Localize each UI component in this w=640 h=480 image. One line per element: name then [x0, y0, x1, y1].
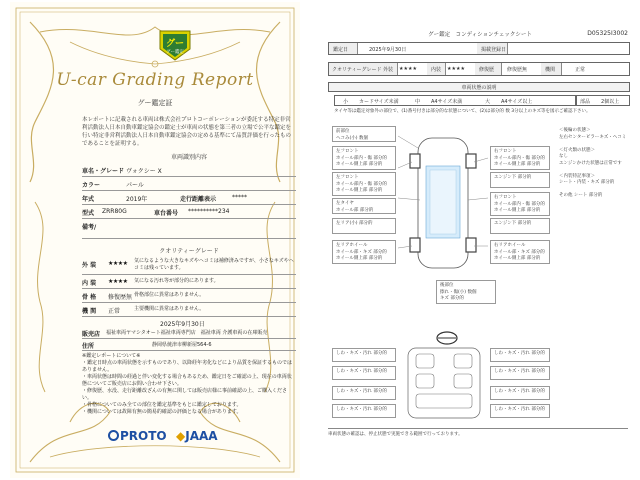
date-table: [328, 42, 630, 55]
int-back-left: しわ・キズ・汚れ 部分的: [332, 404, 396, 418]
area-notes-right: ＜後輪の状態＞ 左右センタービラーキズ・ヘコミ ＜灯火類の状態＞ なし エンジンかけた状態は正常です ＜内装特記事項＞ シート・内装・キズ 部分的 その他 シート 部分的: [556, 126, 630, 234]
mileage-label: 走行距離表示: [180, 196, 217, 203]
frame-row: [82, 288, 296, 303]
size-mid: 中: [415, 99, 421, 105]
area-right-fender: 右フロント ホイール部内・傷 部分的 ホイール側上部 部分的: [490, 146, 550, 170]
jaaa-logo-icon: ◆: [176, 429, 186, 443]
inspect-date-value: 2025年9月30日: [369, 47, 407, 53]
address-row: [82, 338, 296, 351]
vin-value: **********234: [188, 208, 230, 215]
quality-label: クオリティーグレード: [332, 67, 382, 73]
sheet-title: グー鑑定 コンディションチェックシート: [428, 32, 532, 38]
area-left-front-door: 左フロント ホイール部内・傷 部分的 ホイール側上部 部分的: [332, 172, 396, 196]
ext-stars: ★★★★: [399, 66, 417, 72]
certificate-date: 2025年9月30日: [160, 321, 205, 328]
int-label: 内装: [431, 67, 442, 73]
exhibit-date-label: 掲載登録日: [481, 47, 507, 53]
type-row: [82, 204, 296, 219]
area-right-front-door: 右フロント ホイール部内・傷 部分的 ホイール側上部 部分的: [490, 192, 550, 216]
size-small: 小: [343, 99, 349, 105]
area-right-rear: エンジン下 部分的: [490, 218, 550, 234]
model-label: 車名・グレード: [82, 168, 125, 175]
type-value: ZRR80G: [102, 208, 127, 215]
interior-seat-diagram: [400, 346, 488, 420]
size-mid-desc: A4サイズ未満: [431, 99, 463, 105]
document-number: D05325I3002: [587, 30, 628, 37]
interior-stars: ★★★★: [108, 278, 128, 285]
quality-section-heading: クオリティーグレード: [159, 248, 219, 255]
ext-label: 外装: [383, 67, 394, 73]
color-label: カラー: [82, 182, 101, 189]
year-label: 年式: [82, 196, 95, 203]
proto-logo-icon: [108, 430, 119, 441]
quality-table: [328, 62, 630, 76]
size-legend: [334, 95, 576, 106]
car-top-view-diagram: [398, 128, 488, 278]
int-mid-right: しわ・キズ・汚れ 部分的: [490, 366, 550, 380]
size-large: 大: [485, 99, 491, 105]
int-stars: ★★★★: [447, 66, 465, 72]
area-left-fender: 左フロント ホイール部内・傷 部分的 ホイール側上部 部分的: [332, 146, 396, 170]
size-large-desc: A4サイズ以上: [501, 99, 533, 105]
mileage-value: *****: [232, 194, 247, 201]
vin-label: 車台番号: [154, 210, 179, 217]
area-front-left: 前部位 ヘコみ(小) 数個: [332, 126, 396, 142]
area-right-rear-wheel: 右リアホイール ホイール部・キズ 部分的 ホイール側上部 部分的: [490, 240, 550, 264]
svg-text:グー鑑定: グー鑑定: [166, 50, 184, 55]
int-rear-left: しわ・キズ・汚れ 部分的: [332, 386, 396, 400]
parts-legend: 部品 2個以上: [576, 95, 630, 106]
certificate-intro-text: 本レポートに記載される車両は株式会社プロトコーポレーションが委託する特定非営利活動法人日本自動車鑑定協会の鑑定士が車両の状態を第三者の立場で公平な鑑定を行い特定非営利活動法人日本自動車鑑定協会の定める基準にて品質評価を行ったものであることを証明する。: [82, 117, 292, 147]
int-rear-right: しわ・キズ・汚れ 部分的: [490, 386, 550, 400]
address-label: 住所: [82, 343, 95, 350]
steering-wheel-icon: [435, 330, 459, 346]
int-back-right: しわ・キズ・汚れ 部分的: [490, 404, 550, 418]
notice-item: ・鑑定日時点の車両状態を示すものであり、以降経年劣化などにより品質を保証するものではありません。: [82, 360, 293, 373]
notice-title: ※鑑定レポートについて※: [82, 353, 141, 359]
interior-label: 内 装: [82, 280, 97, 287]
jaaa-logo: ◆JAAA: [176, 429, 218, 443]
certificate-subtitle: グー鑑定証: [137, 99, 173, 107]
engine-value: 正常: [108, 308, 121, 315]
engine-label: 機関: [545, 67, 556, 73]
exterior-row: [82, 256, 296, 275]
area-rear: 後部位 擦れ・傷(小) 数個 キズ 部分的: [436, 280, 496, 304]
notice-item: ・車両状態は時間の経過と伴い変化する場合もあるため、鑑定日をご確認の上、現在の車両状態についてご販売店にお問い合わせ下さい。: [82, 374, 292, 387]
interior-note: 気になる汚れ等が部分的にあります。: [134, 278, 219, 284]
condition-check-sheet: [320, 30, 640, 480]
int-mid-left: しわ・キズ・汚れ 部分的: [332, 366, 396, 380]
notice-item: ・修復歴、水没、走行距離改ざんの有無に関しては販売店様に事前確認の上、ご購入ください。: [82, 388, 288, 401]
exterior-label: 外 装: [82, 262, 97, 269]
notice-block: [82, 353, 292, 416]
frame-note: 骨格部位に異常はありません。: [134, 292, 205, 298]
repair-value: 修復歴無: [507, 67, 528, 73]
notice-item: ・骨格についてのみ全ての部位を鑑定基準をもとに鑑定しております。: [82, 402, 242, 408]
proto-logo: PROTO: [108, 429, 167, 443]
size-small-desc: カードサイズ未満: [359, 99, 399, 105]
repair-label: 修復歴: [479, 67, 495, 73]
color-row: [82, 176, 296, 191]
area-right-front: エンジン下 部分的: [490, 172, 550, 188]
dealer-name: 福祉車両ヤマシタオート福祉車両専門店 福祉車両 介護車両の在庫販売: [106, 330, 268, 336]
vehicle-section-heading: 車両識別内容: [170, 154, 207, 161]
frame-value: 修復歴無: [108, 294, 133, 301]
dealer-label: 販売店: [82, 331, 101, 338]
model-row: [82, 162, 296, 177]
exterior-stars: ★★★★: [108, 260, 128, 267]
state-header: 車両状態の説明: [328, 82, 630, 92]
goo-kantei-badge-icon: [158, 29, 192, 61]
notice-item: ・機関については故障有無の簡易的確認の評価となる場合があります。: [82, 409, 242, 415]
type-label: 型式: [82, 210, 95, 217]
int-front-left: しわ・キズ・汚れ 部分的: [332, 348, 396, 362]
engine-row: [82, 302, 296, 317]
sheet-footer: 車両状態の確認は、停止状態で実施できる範囲で行っております。: [328, 428, 628, 437]
frame-label: 骨 格: [82, 294, 97, 301]
interior-row: [82, 274, 296, 289]
engine-note: 主要機関に異常はありません。: [134, 306, 205, 312]
svg-text:グー: グー: [165, 39, 185, 49]
remarks-label: 備考/: [82, 224, 97, 231]
year-row: [82, 190, 296, 205]
engine-value: 正常: [575, 67, 586, 73]
exterior-note: 気になるような大きなキズやヘコミは補修済みですが、小さなキズやヘコミは残っています。: [134, 258, 294, 271]
legend-note: タイヤ等は鑑定対象外の部位で、(1)番号付きは部分的な状態について、(2)は部分的 数 3分以上のキズ等を図示ご確認下さい。: [334, 109, 591, 114]
int-front-right: しわ・キズ・汚れ 部分的: [490, 348, 550, 362]
inspect-date-label: 鑑定日: [333, 47, 349, 53]
engine-label: 機 関: [82, 308, 97, 315]
certificate-title: U-car Grading Report: [56, 70, 254, 90]
area-left-rear-wheel: 左リアホイール ホイール部・キズ 部分的 ホイール側上部 部分的: [332, 240, 396, 264]
remarks-row: [82, 218, 296, 239]
area-left-rear: 左リア(小) 部分的: [332, 218, 396, 234]
address-value: 静岡県焼津市柳新屋564-6: [152, 342, 212, 348]
year-value: 2019年: [126, 196, 148, 203]
color-value: パール: [126, 182, 144, 189]
area-left-tire: 左タイヤ ホイール部 部分的: [332, 198, 396, 214]
grading-certificate: [10, 2, 300, 478]
model-value: ヴォクシー X: [126, 168, 162, 175]
